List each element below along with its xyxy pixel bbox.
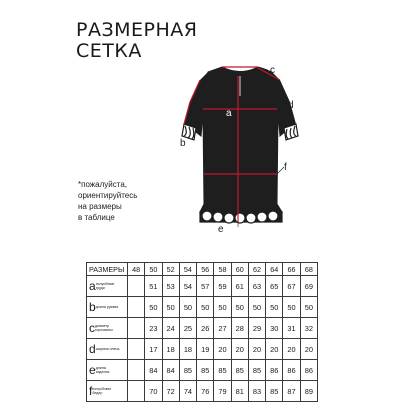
table-cell: 50	[231, 297, 248, 318]
table-cell: 20	[266, 339, 283, 360]
row-letter: a	[89, 279, 96, 293]
label-b: b	[180, 138, 186, 149]
table-cell: 69	[300, 276, 317, 297]
table-row	[87, 276, 318, 297]
header-size: 52	[162, 263, 179, 276]
table-cell: 50	[197, 297, 214, 318]
note-line-2: ориентируйтесь	[78, 191, 138, 200]
table-cell: 53	[162, 276, 179, 297]
table-row	[87, 318, 318, 339]
row-letter: d	[89, 342, 96, 356]
table-cell: 85	[214, 360, 231, 381]
note-line-1: *пожалуйста,	[78, 180, 127, 189]
table-cell: 65	[266, 276, 283, 297]
table-cell: 85	[248, 360, 265, 381]
label-a: a	[226, 108, 232, 119]
header-size: 68	[300, 263, 317, 276]
label-f: f	[284, 162, 287, 173]
table-cell: 83	[248, 381, 265, 402]
row-description: полуобхват бедер	[92, 387, 112, 395]
row-label	[87, 360, 128, 381]
hem-lace	[200, 211, 282, 223]
table-cell: 32	[300, 318, 317, 339]
header-size: 50	[145, 263, 162, 276]
header-size: 60	[231, 263, 248, 276]
note-line-4: в таблице	[78, 213, 115, 222]
table-cell: 70	[145, 381, 162, 402]
table-header-row	[87, 263, 318, 276]
table-cell: 84	[162, 360, 179, 381]
table-cell: 85	[231, 360, 248, 381]
table-cell: 89	[300, 381, 317, 402]
table-cell: 61	[231, 276, 248, 297]
table-cell: 67	[283, 276, 300, 297]
table-cell: 23	[145, 318, 162, 339]
row-label	[87, 318, 128, 339]
row-description: диаметр горловины	[95, 324, 113, 332]
table-cell: 54	[179, 276, 196, 297]
note-line-3: на размеры	[78, 202, 122, 211]
header-size: 64	[266, 263, 283, 276]
table-cell: 18	[179, 339, 196, 360]
table-cell: 50	[145, 297, 162, 318]
dress-svg	[160, 54, 320, 244]
label-c: c	[270, 65, 275, 76]
header-size: 54	[179, 263, 196, 276]
row-label	[87, 381, 128, 402]
row-description: полуобхват груди	[95, 282, 115, 290]
table-cell: 63	[248, 276, 265, 297]
row-letter: f	[89, 384, 93, 398]
row-letter: b	[89, 300, 96, 314]
table-cell: 74	[179, 381, 196, 402]
table-cell: 50	[214, 297, 231, 318]
table-cell: 86	[300, 360, 317, 381]
header-size: 62	[248, 263, 265, 276]
table-cell: 50	[283, 297, 300, 318]
row-label	[87, 297, 128, 318]
table-cell: 85	[197, 360, 214, 381]
title-line-2: СЕТКА	[76, 40, 142, 62]
table-cell: 85	[179, 360, 196, 381]
table-cell: 51	[145, 276, 162, 297]
table-cell: 76	[197, 381, 214, 402]
size-table-grid	[86, 262, 318, 402]
table-row	[87, 360, 318, 381]
header-label: РАЗМЕРЫ	[87, 263, 128, 276]
row-description: ширина плеча	[95, 347, 120, 351]
header-size: 58	[214, 263, 231, 276]
table-cell: 86	[266, 360, 283, 381]
table-cell: 20	[231, 339, 248, 360]
table-cell	[128, 360, 145, 381]
row-label	[87, 276, 128, 297]
label-d: d	[288, 100, 294, 111]
table-cell: 17	[145, 339, 162, 360]
table-cell: 72	[162, 381, 179, 402]
size-table	[86, 262, 318, 402]
table-cell: 50	[300, 297, 317, 318]
label-e: e	[218, 224, 224, 235]
table-cell: 26	[197, 318, 214, 339]
table-cell: 27	[214, 318, 231, 339]
table-cell: 84	[145, 360, 162, 381]
table-cell: 59	[214, 276, 231, 297]
table-cell: 57	[197, 276, 214, 297]
size-note	[78, 179, 137, 223]
table-cell: 25	[179, 318, 196, 339]
table-cell: 50	[266, 297, 283, 318]
table-cell: 19	[197, 339, 214, 360]
table-cell: 20	[214, 339, 231, 360]
table-cell: 20	[283, 339, 300, 360]
row-letter: c	[89, 321, 95, 335]
row-description: длина изделия	[95, 366, 110, 374]
row-description: длина рукава	[95, 305, 119, 309]
table-cell: 79	[214, 381, 231, 402]
table-cell: 20	[300, 339, 317, 360]
table-cell	[128, 297, 145, 318]
header-size: 66	[283, 263, 300, 276]
table-cell	[128, 318, 145, 339]
row-letter: e	[89, 363, 96, 377]
table-cell: 18	[162, 339, 179, 360]
dress-diagram	[160, 54, 320, 244]
table-cell: 87	[283, 381, 300, 402]
header-size: 48	[128, 263, 145, 276]
table-cell: 20	[248, 339, 265, 360]
header-size: 56	[197, 263, 214, 276]
table-cell	[128, 339, 145, 360]
table-cell	[128, 381, 145, 402]
table-cell: 86	[283, 360, 300, 381]
table-row	[87, 297, 318, 318]
table-cell: 50	[248, 297, 265, 318]
table-cell: 30	[266, 318, 283, 339]
table-cell: 24	[162, 318, 179, 339]
table-row	[87, 339, 318, 360]
table-cell	[128, 276, 145, 297]
title-line-1: РАЗМЕРНАЯ	[76, 19, 198, 41]
table-cell: 28	[231, 318, 248, 339]
table-cell: 31	[283, 318, 300, 339]
table-cell: 50	[162, 297, 179, 318]
table-row	[87, 381, 318, 402]
table-cell: 81	[231, 381, 248, 402]
table-cell: 85	[266, 381, 283, 402]
table-cell: 29	[248, 318, 265, 339]
table-cell: 50	[179, 297, 196, 318]
row-label	[87, 339, 128, 360]
